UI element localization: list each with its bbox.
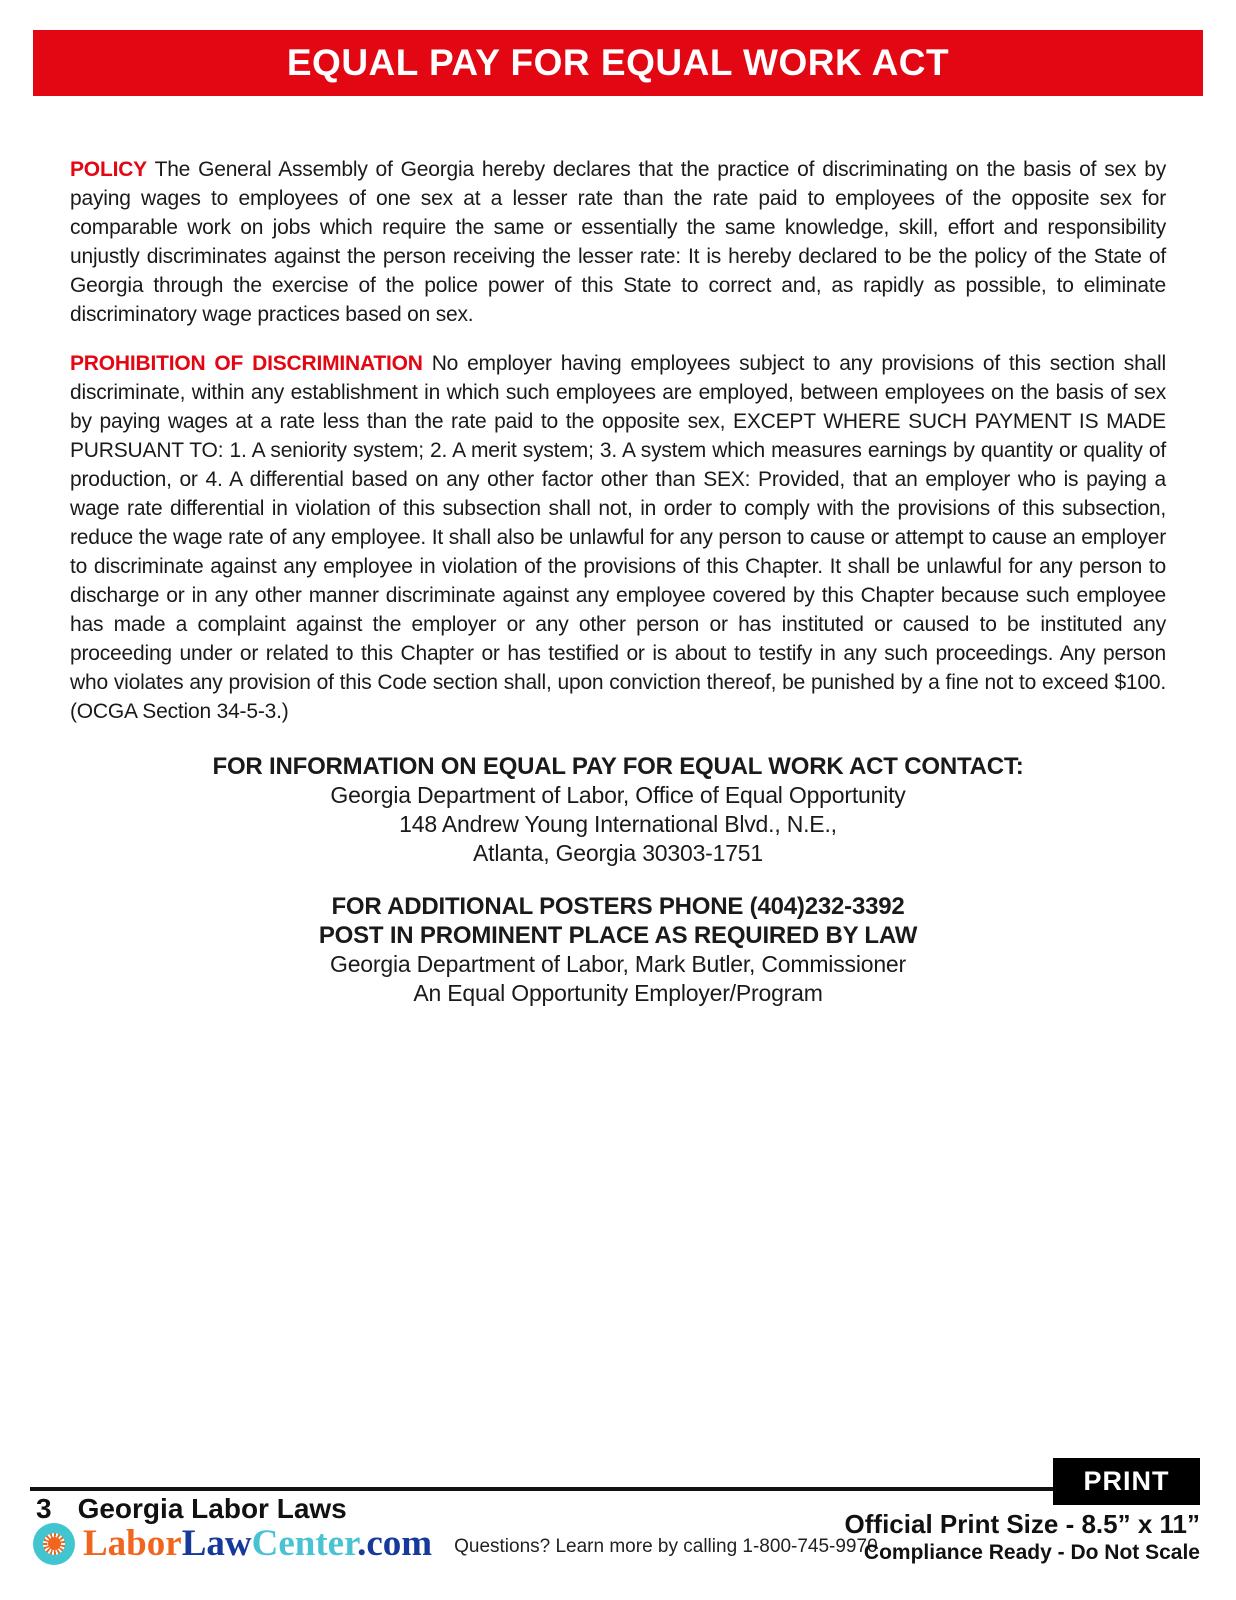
- contact-block: [70, 752, 1166, 868]
- logo-part-center: Center: [251, 1523, 358, 1564]
- laborlawcenter-wordmark: [83, 1522, 432, 1565]
- policy-text: The General Assembly of Georgia hereby declares that the practice of discriminating on the basis of sex by paying wages to employees of one sex at a lesser rate than the rate paid to employees of the opposite sex for comparable work on jobs which require the same or essentially the same knowledge, skill, effort and responsibility unjustly discriminates against the person receiving the lesser rate: It is hereby declared to be the policy of the State of Georgia through the exercise of the police power of this State to correct and, as rapidly as possible, to eliminate discriminatory wage practices based on sex.: [70, 158, 1166, 326]
- page-title: Georgia Labor Laws: [77, 1493, 347, 1524]
- footer-page-title-row: [36, 1493, 347, 1525]
- poster-title: EQUAL PAY FOR EQUAL WORK ACT: [286, 42, 950, 83]
- logo-part-law: Law: [181, 1523, 252, 1564]
- poster-body: [70, 155, 1166, 1008]
- print-size-text: Official Print Size - 8.5” x 11”: [844, 1509, 1200, 1539]
- footer-print-info: [845, 1508, 1200, 1566]
- laborlawcenter-logo: [33, 1522, 878, 1565]
- policy-paragraph: [70, 155, 1166, 329]
- post-in-prominent-place-line: POST IN PROMINENT PLACE AS REQUIRED BY LAW: [318, 922, 918, 949]
- footer-divider: [30, 1487, 1053, 1491]
- equal-opportunity-line: An Equal Opportunity Employer/Program: [413, 980, 823, 1006]
- additional-posters-phone-line: FOR ADDITIONAL POSTERS PHONE (404)232-3392: [331, 893, 905, 920]
- contact-line: Georgia Department of Labor, Office of Equal Opportunity: [330, 782, 906, 808]
- logo-part-labor: Labor: [83, 1523, 182, 1564]
- prohibition-label: PROHIBITION OF DISCRIMINATION: [70, 352, 423, 375]
- contact-line: 148 Andrew Young International Blvd., N.E.,: [399, 811, 837, 837]
- contact-line: Atlanta, Georgia 30303-1751: [473, 840, 763, 866]
- page-number: 3: [36, 1493, 52, 1524]
- title-banner: [33, 30, 1203, 96]
- prohibition-text: No employer having employees subject to any provisions of this section shall discriminate, within any establishment in which such employees are employed, between employees on the basis of sex by paying wages at a rate less than the rate paid to the opposite sex, EXCEPT WHERE SUCH PAYMENT IS MADE PURSUANT TO: 1. A seniority system; 2. A merit system; 3. A system which measures earnings by quantity or quality of production, or 4. A differential based on any other factor other than SEX: Provided, that an employer who is paying a wage rate differential in violation of this subsection shall not, in order to comply with the provisions of this subsection, reduce the wage rate of any employee. It shall also be unlawful for any person to cause or attempt to cause an employer to discriminate against any employee in violation of the provisions of this Chapter. It shall be unlawful for any person to discharge or in any other manner discriminate against any employee covered by this Chapter because such employee has made a complaint against the employer or any other person or has instituted or caused to be instituted any proceeding under or related to this Chapter or has testified or is about to testify in any such proceedings. Any person who violates any provision of this Code section shall, upon conviction thereof, be punished by a fine not to exceed $100. (OCGA Section 34-5-3.): [70, 352, 1166, 723]
- contact-heading: FOR INFORMATION ON EQUAL PAY FOR EQUAL WORK ACT CONTACT:: [212, 753, 1024, 780]
- compliance-text: Compliance Ready - Do Not Scale: [863, 1541, 1200, 1564]
- print-button[interactable]: PRINT: [1053, 1458, 1200, 1505]
- sunburst-icon: [33, 1523, 75, 1565]
- prohibition-paragraph: [70, 349, 1166, 726]
- policy-label: POLICY: [70, 158, 147, 181]
- logo-part-com: .com: [357, 1523, 433, 1564]
- commissioner-line: Georgia Department of Labor, Mark Butler, Commissioner: [330, 951, 906, 977]
- additional-posters-block: [70, 892, 1166, 1008]
- questions-text: Questions? Learn more by calling 1-800-745-9970: [454, 1535, 878, 1557]
